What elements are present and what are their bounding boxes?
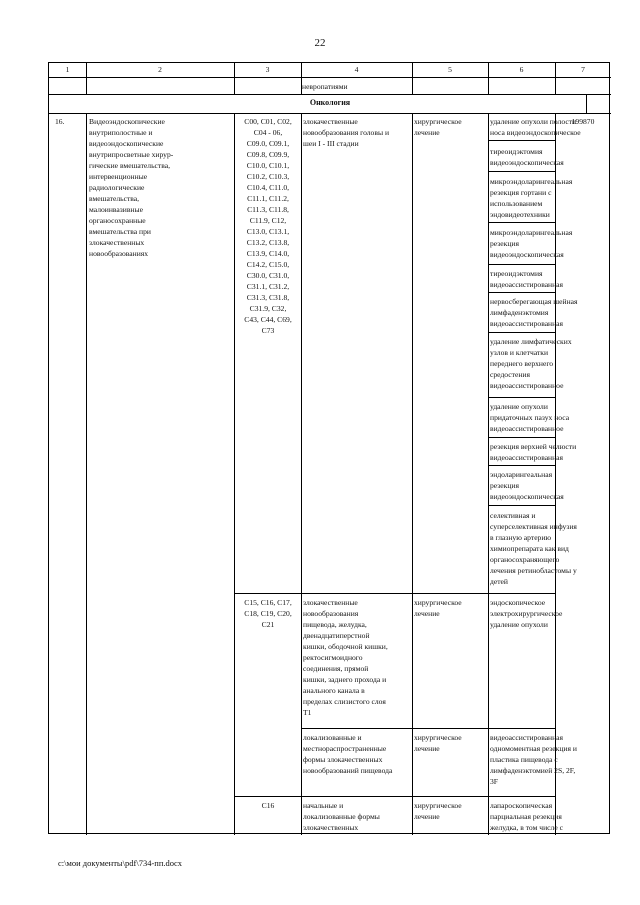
rule [301,113,302,835]
treatment-type: хирургическое лечение [414,801,462,821]
rule [488,292,555,293]
file-path-footer: c:\мои документы\pdf\734-пп.docx [58,858,183,868]
rule [49,77,611,78]
col-number-1: 1 [65,65,70,74]
method: резекция верхней челюсти видеоассистированная [490,442,577,462]
col-number-2: 2 [158,65,162,74]
rule [412,63,413,94]
rule [488,437,555,438]
patient-model: локализованные и местнораспространенные формы злокачественных новообразований пищевода [303,733,393,775]
col-number-6: 6 [519,65,524,74]
method: удаление лимфатических узлов и клетчатки переднего верхнего средостения видеоассистированное [490,337,572,390]
section-title: Онкология [309,98,351,107]
rule [488,264,555,265]
method: удаление опухоли придаточных пазух носа видеоассистированное [490,402,570,433]
service-name: Видеоэндоскопические внутриполостные и видеоэндоскопические внутрипросветные хирур- гические вмешательства, интервенционные радиологические вмешательства, малоинвазивные органосохранные вмешательства при злокачественных новообразованиях [89,117,174,258]
icd-codes: C16 [261,801,275,810]
patient-model: злокачественные новообразования пищевода, желудка, двенадцатиперстной кишки, ободочной кишки, ректосигмоидного соединения, прямой кишки, заднего прохода и анального канала в пределах слизистого слоя T1 [303,598,388,717]
method: лапароскопическая парциальная резекция желудка, в том числе с [490,801,563,832]
icd-codes: C00, C01, C02, C04 - 06, C09.0, C09.1, C09.8, C09.9, C10.0, C10.1, C10.2, C10.3, C10.4, C11.0, C11.1, C11.2, C11.3, C11.8, C11.9, C12, C13.0, C13.1, C13.2, C13.8, C13.9, C14.0, C14.2, C15.0, C30.0, C31.0, C31.1, C31.2, C31.3, C31.8, C31.9, C32, C43, C44, C69, C73 [244,117,292,335]
method: нервосберегающая шейная лимфаденэктомия видеоассистированная [490,297,578,328]
rule [488,222,555,223]
treatment-type: хирургическое лечение [414,598,462,618]
price: 199870 [571,117,595,126]
continuation-disease: невропатиями [302,82,348,91]
col-number-4: 4 [354,65,359,74]
rule [86,113,87,835]
method: эндоскопическое электрохирургическое удаление опухоли [490,598,563,629]
rule [488,63,489,94]
rule [555,63,556,94]
rule [488,505,555,506]
rule [488,171,555,172]
method: эндоларингеальная резекция видеоэндоскопическая [490,470,564,501]
row-number: 16. [55,117,65,126]
method: удаление опухоли полости носа видеоэндоскопическое [490,117,581,137]
col-number-5: 5 [448,65,452,74]
rule [86,63,87,94]
rule [488,397,555,398]
icd-codes: C15, C16, C17, C18, C19, C20, C21 [244,598,292,629]
col-number-3: 3 [265,65,270,74]
rule [488,332,555,333]
patient-model: начальные и локализованные формы злокачественных [303,801,380,832]
rule [49,94,611,95]
col-number-7: 7 [581,65,585,74]
rule [488,140,555,141]
rule [488,465,555,466]
rule [49,113,611,114]
rule [234,796,555,797]
rule [234,63,235,94]
treatment-type: хирургическое лечение [414,733,462,753]
method: видеоассистированная одномоментная резекция и пластика пищевода с лимфаденэктомией 2S, 2F, 3F [490,733,577,786]
method: тиреоидэктомия видеоассистированная [490,269,564,289]
treatment-type: хирургическое лечение [414,117,462,137]
method: селективная и суперселективная инфузия в глазную артерию химиопрепарата как вид органосохраняющего лечения ретинобластомы у детей [490,511,577,586]
method: микроэндоларингеальная резекция видеоэндоскопическая [490,228,573,259]
method: тиреоидэктомия видеоэндоскопическая [490,147,564,167]
page-number: 22 [314,37,326,49]
rule [234,593,555,594]
patient-model: злокачественные новообразования головы и шеи I - III стадии [303,117,390,148]
rule [301,728,555,729]
method: микроэндоларингеальная резекция гортани с использованием эндовидеотехники [490,177,573,219]
medical-services-table [48,62,610,834]
rule [412,113,413,835]
